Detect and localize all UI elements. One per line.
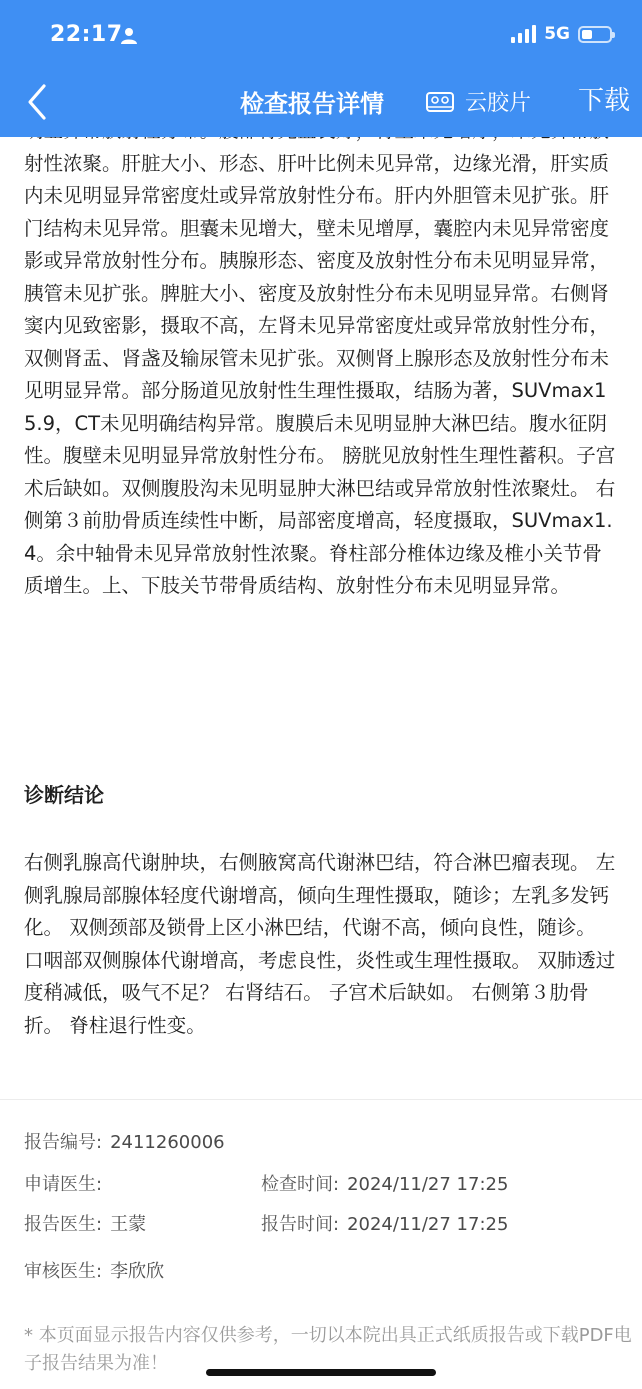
person-icon <box>120 27 138 45</box>
disclaimer-text: * 本页面显示报告内容仅供参考，一切以本院出具正式纸质报告或下载PDF电子报告结果为准！ <box>24 1325 632 1374</box>
header <box>0 0 642 137</box>
nav-bar <box>0 64 642 137</box>
exam-time-value: 2024/11/27 17:25 <box>347 1174 509 1195</box>
reporter-label: 报告医生: <box>24 1214 103 1235</box>
applicant-row <box>24 1170 110 1196</box>
chevron-left-icon[interactable] <box>22 82 52 122</box>
report-number-row <box>24 1128 225 1154</box>
report-time-label: 报告时间: <box>261 1214 340 1235</box>
exam-time-row <box>261 1170 508 1196</box>
home-indicator[interactable] <box>206 1369 436 1376</box>
download-button[interactable]: 下载 <box>578 86 631 116</box>
page-title: 检查报告详情 <box>240 90 384 118</box>
reporter-row <box>24 1210 146 1236</box>
report-time-value: 2024/11/27 17:25 <box>347 1214 509 1235</box>
applicant-label: 申请医生: <box>24 1174 103 1195</box>
report-time-row <box>261 1210 508 1236</box>
status-icons <box>511 24 612 44</box>
reviewer-label: 审核医生: <box>24 1261 103 1282</box>
findings-text: 射性浓聚。肝脏大小、形态、肝叶比例未见异常，边缘光滑，肝实质内未见明显异常密度灶或异常放射性分布。肝内外胆管未见扩张。肝门结构未见异常。胆囊未见增大，壁未见增厚，囊腔内未见异常密度影或异常放射性分布。胰腺形态、密度及放射性分布未见明显异常，胰管未见扩张。脾脏大小、密度及放射性分布未见明显异常。右侧肾窦内见致密影，摄取不高，左肾未见异常密度灶或异常放射性分布，双侧肾盂、肾盏及输尿管未见扩张。双侧肾上腺形态及放射性分布未见明显异常。部分肠道见放射性生理性摄取，结肠为著，SUVmax15.9，CT未见明确结构异常。腹膜后未见明显肿大淋巴结。腹水征阴性。腹壁未见明显异常放射性分布。 膀胱见放射性生理性蓄积。子宫术后缺如。双侧腹股沟未见明显肿大淋巴结或异常放射性浓聚灶。 右侧第３前肋骨质连续性中断，局部密度增高，轻度摄取，SUVmax1.4。余中轴骨未见异常放射性浓聚。脊柱部分椎体边缘及椎小关节骨质增生。上、下肢关节带骨质结构、放射性分布未见明显异常。 <box>24 151 616 597</box>
battery-icon <box>578 26 612 43</box>
cloud-film-button[interactable] <box>425 86 531 117</box>
divider <box>0 1099 642 1100</box>
reviewer-value: 李欣欣 <box>110 1261 165 1282</box>
status-time: 22:17 <box>50 22 123 47</box>
report-number-value: 2411260006 <box>110 1132 225 1153</box>
reporter-value: 王蒙 <box>110 1214 147 1235</box>
signal-icon <box>511 25 536 43</box>
exam-time-label: 检查时间: <box>261 1174 340 1195</box>
report-number-label: 报告编号: <box>24 1132 103 1153</box>
conclusion-title: 诊断结论 <box>24 783 104 807</box>
reviewer-row <box>24 1257 164 1283</box>
cloud-film-label: 云胶片 <box>465 91 532 116</box>
network-label: 5G <box>544 24 570 44</box>
conclusion-text: 右侧乳腺高代谢肿块，右侧腋窝高代谢淋巴结，符合淋巴瘤表现。 左侧乳腺局部腺体轻度代谢增高，倾向生理性摄取，随诊；左乳多发钙化。 双侧颈部及锁骨上区小淋巴结，代谢不高，倾向良性，随诊。 口咽部双侧腺体代谢增高，考虑良性，炎性或生理性摄取。 双肺透过度稍减低，吸气不足？ 右肾结石。 子宫术后缺如。 右侧第３肋骨折。 脊柱退行性变。 <box>24 851 616 1037</box>
film-icon <box>425 91 455 113</box>
